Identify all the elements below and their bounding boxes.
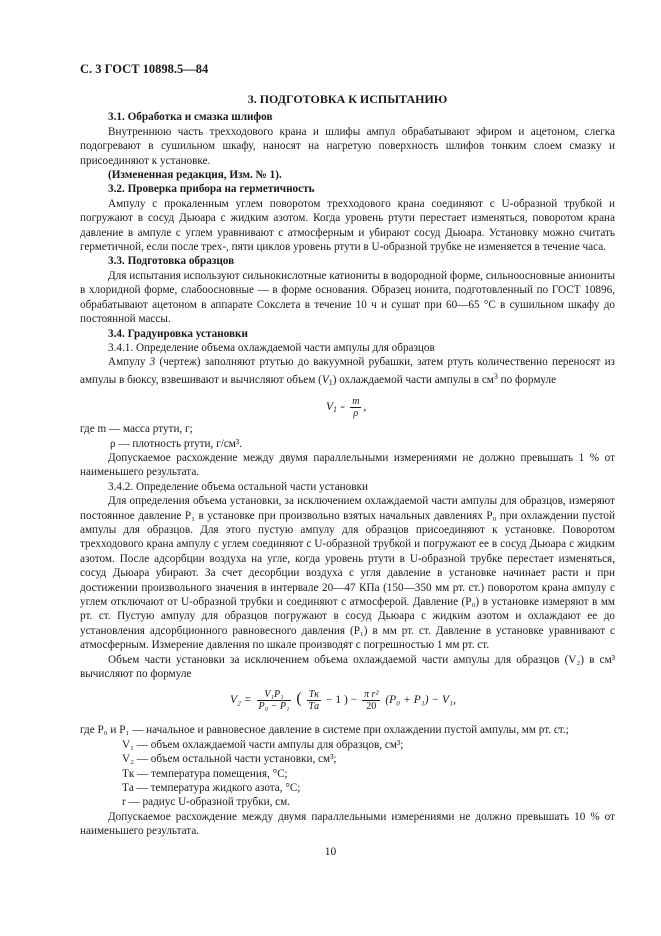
subsection-3-4-1-text: Ампулу 3 (чертеж) заполняют ртутью до вакуумной рубашки, затем ртуть количественно переносят из ампулы в бюксу, взвешивают и вычисляют объем $(V_1)$ охлаждаемой части ампулы в $см^3$ по формуле — [80, 356, 615, 387]
page-number: 10 — [324, 846, 337, 858]
where-v1: V₁ — объем охлаждаемой части ампулы для образцов, см³; — [122, 738, 404, 751]
subsection-3-4-2-text: Для определения объема установки, за исключением охлаждаемой части ампулы для образцов, измеряют постоянное давление P₁ в установке при произвольно взятых начальных давлениях P₀ при охлаждении пустой ампулы для образцов. Для этого пустую ампулу для образцов присоединяют к установке. Поворотом трехходового крана ампулу с углем соединяют с U-образной трубкой и погружают ее в сосуд Дьюара с жидким азотом. После адсорбции воздуха на угле, когда уровень ртути в U-образной трубке перестает изменяться, сосуд Дьюара убирают. За счет десорбции воздуха с угля давление в установке начинает расти и при достижении произвольного значения в интервале 20—47 КПа (150—350 мм рт. ст.) поворотом крана ампулу с углем отключают от U-образной трубки и соединяют с атмосферой. Давление (P₀) в установке измеряют в мм рт. ст. Пустую ампулу для образцов погружают в сосуд Дьюара с жидким азотом и охлаждают ее до установления адсорбционного равновесного давления (P₁) в мм рт. ст. Давление в установке уравнивают с атмосферным. Измерение давления по шкале производят с погрешностью 1 мм рт. ст. — [80, 495, 615, 652]
subsection-3-2-title: 3.2. Проверка прибора на герметичность — [108, 183, 315, 196]
subsection-3-1-title: 3.1. Обработка и смазка шлифов — [108, 111, 273, 124]
where-v2: V₂ — объем остальной части установки, см³; — [122, 753, 337, 766]
formula-v1: $V_1$ = $\frac{m}{\rho}$ , — [326, 396, 367, 420]
tolerance-1: Допускаемое расхождение между двумя параллельными измерениями не должно превышать 1 % от наименьшего результата. — [80, 451, 615, 479]
subsection-3-3-title: 3.3. Подготовка образцов — [108, 255, 235, 268]
where-r: r — радиус U-образной трубки, см. — [122, 796, 291, 809]
where-list — [80, 723, 615, 809]
edition-note: (Измененная редакция, Изм. № 1). — [108, 169, 282, 182]
subsection-3-4-title: 3.4. Градуировка установки — [108, 327, 248, 340]
tolerance-2: Допускаемое расхождение между двумя параллельными измерениями не должно превышать 10 % от наименьшего результата. — [80, 810, 615, 838]
where-m: где m — масса ртути, г; — [80, 423, 193, 436]
page-header: С. 3 ГОСТ 10898.5—84 — [80, 62, 209, 76]
where-rho: ρ — плотность ртути, г/см³. — [110, 437, 243, 450]
subsection-3-4-2-title: 3.4.2. Определение объема остальной части установки — [108, 480, 368, 493]
subsection-3-3-text: Для испытания используют сильнокислотные катиониты в водородной форме, сильноосновные аниониты в хлоридной форме, слабоосновные — в форме основания. Образец ионита, подготовленный по ГОСТ 10896, обрабатывают ацетоном в аппарате Сокслета в течение 10 ч и сушат при 60—65 °С в сушильном шкафу до постоянной массы. — [80, 269, 615, 326]
where-tk: Tк — температура помещения, °С; — [122, 767, 288, 780]
subsection-3-2-text: Ампулу с прокаленным углем поворотом трехходового крана соединяют с U-образной трубкой и погружают в сосуд Дьюара с жидким азотом. Когда уровень ртути перестает изменяться, поворотом крана давление в ампуле с углем уравнивают с атмосферным и убирают сосуд Дьюара. Установку можно считать герметичной, если после трех-, пяти циклов уровень ртути в U-образной трубке не изменяется в течение часа. — [80, 197, 615, 254]
subsection-3-4-1-title: 3.4.1. Определение объема охлаждаемой части ампулы для образцов — [108, 341, 435, 354]
section-title: 3. ПОДГОТОВКА К ИСПЫТАНИЮ — [247, 92, 448, 106]
where-p0-p1: где P₀ и P₁ — начальное и равновесное давление в системе при охлаждении пустой ампулы, мм рт. ст.; — [80, 724, 569, 737]
formula-v2: V₂ = $\frac{\text{V₁P₁}}{\text{P₀ − P₁}}$ ( $\frac{Tк}{Tа}$ − 1 ) − $\frac{\text{π r²}}{20}$ (P₀ + P₁) − V₁, — [230, 689, 456, 713]
where-ta: Tа — температура жидкого азота, °С; — [122, 782, 301, 795]
document-body — [80, 92, 615, 839]
volume-formula-intro: Объем части установки за исключением объема охлаждаемой части ампулы для образцов (V₂) в см³ вычисляют по формуле — [80, 653, 615, 681]
subsection-3-1-text: Внутреннюю часть трехходового крана и шлифы ампул обрабатывают эфиром и ацетоном, слегка подогревают в сушильном шкафу, наносят на нагретую поверхность шлифов тонким слоем смазку и присоединяют к установке. — [80, 125, 615, 167]
